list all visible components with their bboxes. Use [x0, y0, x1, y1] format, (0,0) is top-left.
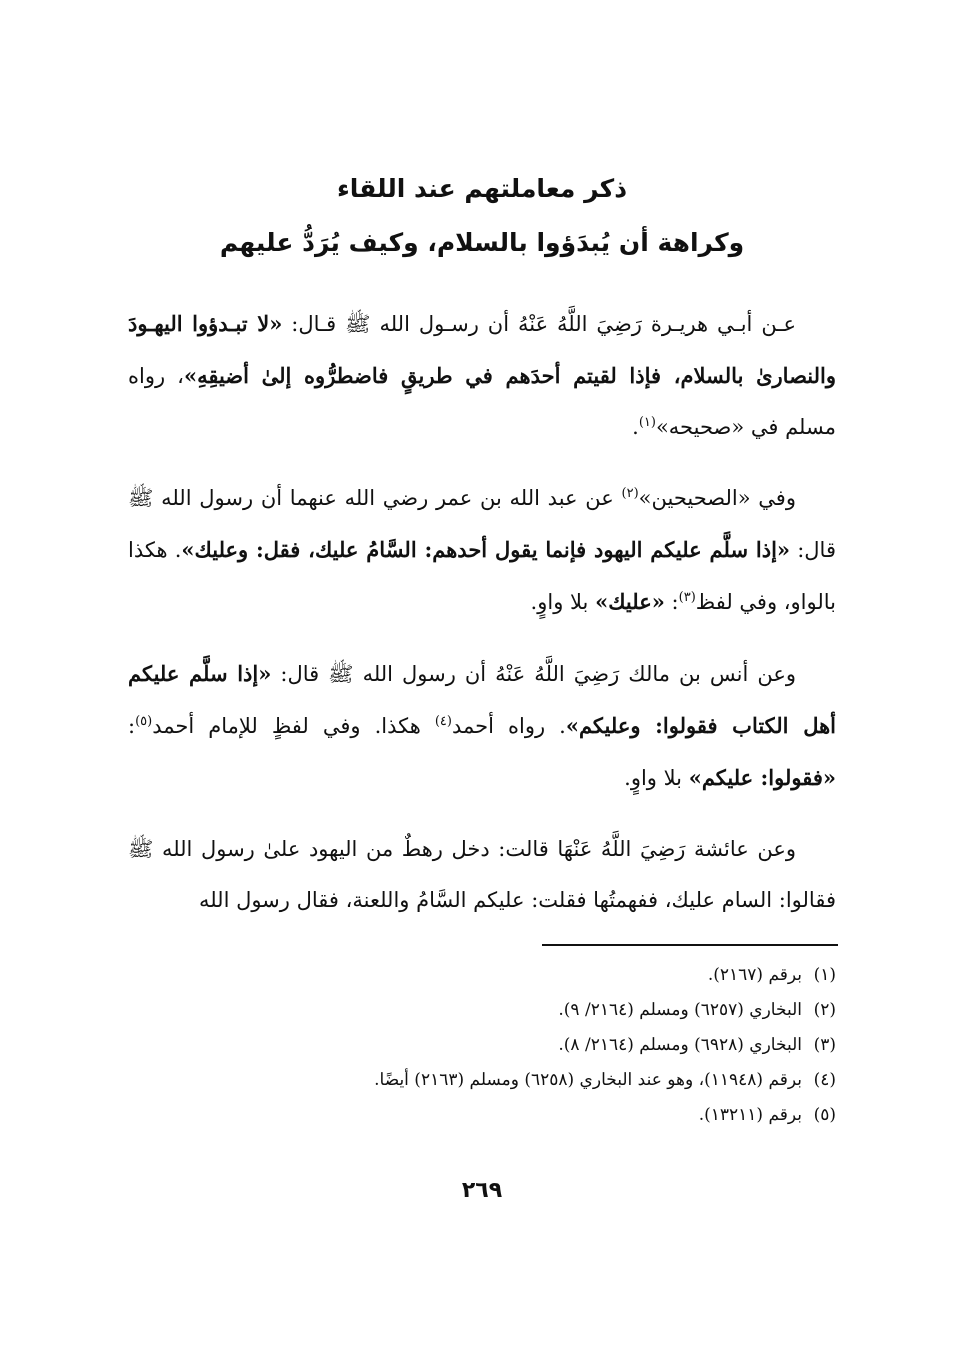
- footnote-item: [128, 1098, 836, 1133]
- footnote-text: برقم (٢١٦٧).: [707, 965, 802, 985]
- footnote-number: (٣): [813, 1035, 836, 1055]
- punctuation: .: [632, 415, 639, 439]
- footnote-text: البخاري (٦٩٢٨) ومسلم (٢١٦٤/ ٨).: [558, 1035, 802, 1055]
- footnote-number: (٤): [813, 1070, 836, 1090]
- narration-source: ، رواه مسلم في «صحيحه»: [128, 364, 836, 439]
- footnote-ref[interactable]: (١): [638, 415, 656, 430]
- footnote-ref[interactable]: (٤): [434, 714, 452, 729]
- narration-text: وعن عائشة رَضِيَ اللَّهُ عَنْهَا قالت: دخل رهطٌ من اليهود علىٰ رسول الله ﷺ فقالوا: السام عليك، ففهمتُها فقلت: عليكم السَّامُ واللعنة، فقال رسول الله: [128, 837, 836, 912]
- footnotes-list: [128, 958, 836, 1133]
- footnote-ref[interactable]: (٣): [678, 590, 696, 605]
- narration-text: بلا واوٍ.: [624, 766, 689, 790]
- narration-intro: وفي «الصحيحين»: [638, 486, 796, 510]
- paragraph-aisha: [128, 824, 836, 926]
- punctuation: :: [664, 590, 679, 614]
- footnote-item: [128, 1028, 836, 1063]
- paragraph-abu-hurayra: [128, 298, 836, 453]
- narration-intro: عـن أبـي هريـرة رَضِيَ اللَّهُ عَنْهُ أن رسـول الله ﷺ قـال:: [282, 312, 796, 336]
- footnote-number: (٢): [813, 1000, 836, 1020]
- paragraph-anas: [128, 648, 836, 804]
- section-title: ذكر معاملتهم عند اللقاء: [336, 174, 628, 203]
- hadith-text: «إذا سلَّم عليكم اليهود فإنما يقول أحدهم: السَّامُ عليك، فقل: وعليك»: [181, 537, 791, 562]
- footnote-number: (١): [813, 965, 836, 985]
- narration-text: عن عبد الله بن عمر رضي الله عنهما أن رسول الله ﷺ قال:: [128, 486, 836, 562]
- footnote-text: برقم (١٣٢١١).: [698, 1105, 802, 1125]
- footnote-text: برقم (١١٩٤٨)، وهو عند البخاري (٦٢٥٨) ومسلم (٢١٦٣) أيضًا.: [374, 1070, 802, 1090]
- footnote-item: [128, 1063, 836, 1098]
- hadith-text: «إذا سلَّم عليكم أهل الكتاب فقولوا: وعليكم»: [128, 661, 837, 738]
- footnote-ref[interactable]: (٢): [621, 486, 639, 501]
- paragraph-ibn-umar: [128, 473, 836, 628]
- section-subtitle: وكراهة أن يُبدَؤوا بالسلام، وكيف يُرَدُّ عليهم: [219, 228, 745, 257]
- footnote-ref[interactable]: (٥): [135, 714, 153, 729]
- footnote-text: البخاري (٦٢٥٧) ومسلم (٢١٦٤/ ٩).: [558, 1000, 802, 1020]
- page-number: ٢٦٩: [461, 1178, 503, 1203]
- footnote-item: [128, 958, 836, 993]
- footnote-number: (٥): [813, 1105, 836, 1125]
- narration-text: هكذا. وفي لفظٍ للإمام أحمد: [152, 714, 435, 738]
- punctuation: :: [128, 714, 136, 738]
- footnote-divider: [542, 944, 838, 946]
- hadith-text: «عليك»: [595, 589, 665, 614]
- hadith-text: «لا تبـدؤوا اليهـودَ والنصارىٰ بالسلام، فإذا لقيتم أحدَهم في طريقٍ فاضطرُّوه إلىٰ أضيقِهِ»: [128, 311, 836, 388]
- main-text: [128, 298, 836, 946]
- narration-text: . هكذا بالواو، وفي لفظ: [128, 538, 836, 614]
- narration-text: . رواه أحمد: [451, 714, 566, 738]
- narration-intro: وعن أنس بن مالك رَضِيَ اللَّهُ عَنْهُ أن رسول الله ﷺ قال:: [271, 662, 797, 686]
- narration-text: بلا واوٍ.: [530, 590, 596, 614]
- footnote-item: [128, 993, 836, 1028]
- hadith-text: «فقولوا: عليكم»: [688, 765, 836, 790]
